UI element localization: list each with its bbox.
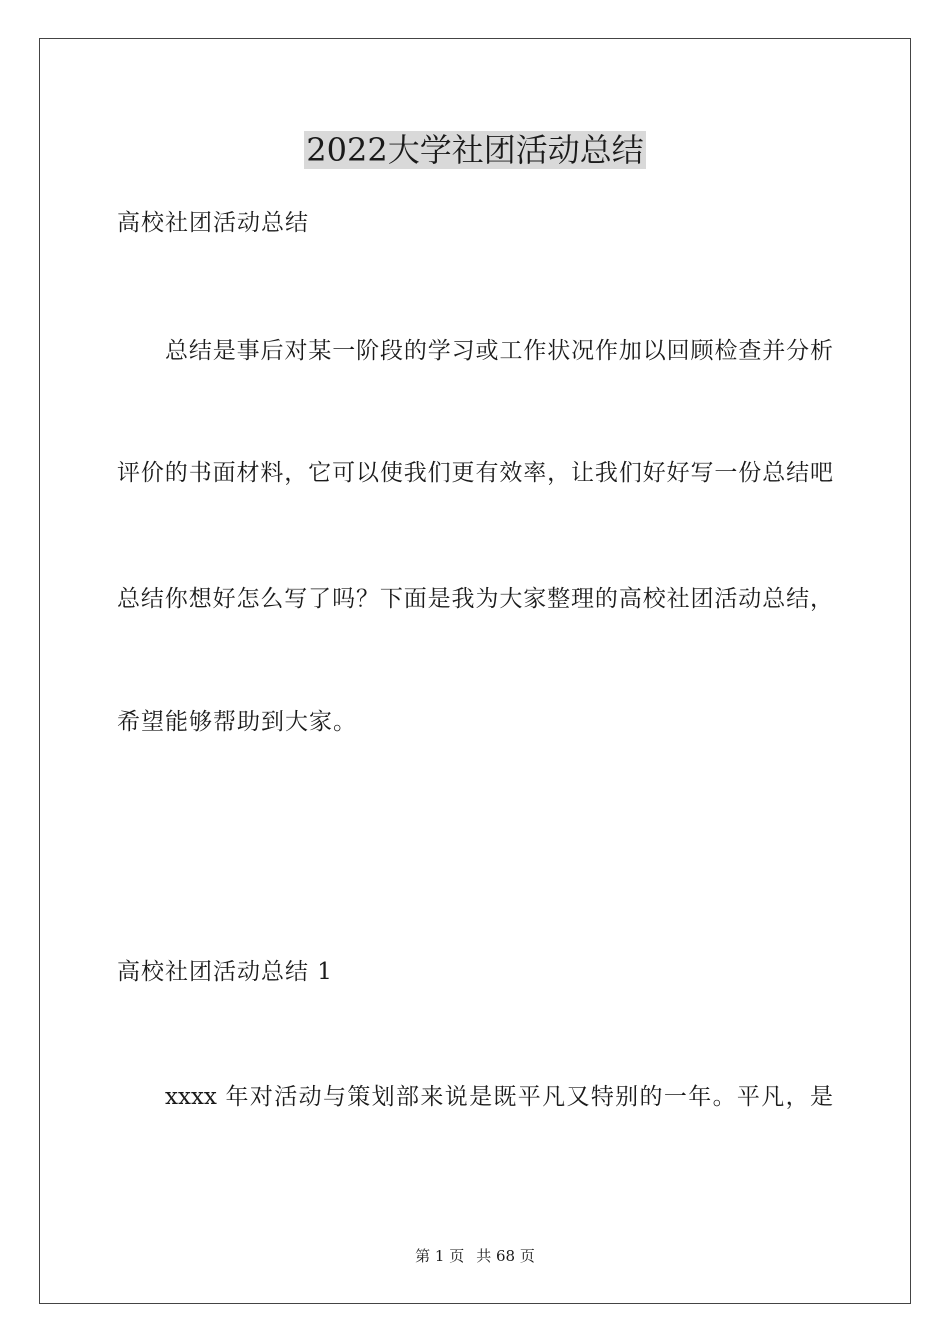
page-number: 第 1 页 <box>415 1247 465 1265</box>
section-heading: 高校社团活动总结 <box>117 210 309 236</box>
paragraph-line: xxxx 年对活动与策划部来说是既平凡又特别的一年。平凡，是 <box>165 1084 833 1110</box>
total-pages: 共 68 页 <box>476 1247 535 1265</box>
paragraph-line: 希望能够帮助到大家。 <box>117 709 357 735</box>
document-title: 2022大学社团活动总结 <box>306 131 644 169</box>
paragraph-line: 总结你想好怎么写了吗？下面是我为大家整理的高校社团活动总结， <box>117 586 833 612</box>
paragraph-line: 总结是事后对某一阶段的学习或工作状况作加以回顾检查并分析 <box>165 338 833 364</box>
section-heading: 高校社团活动总结 1 <box>117 959 333 985</box>
page-footer <box>0 1246 950 1266</box>
paragraph-line: 评价的书面材料，它可以使我们更有效率，让我们好好写一份总结吧 <box>117 460 833 486</box>
